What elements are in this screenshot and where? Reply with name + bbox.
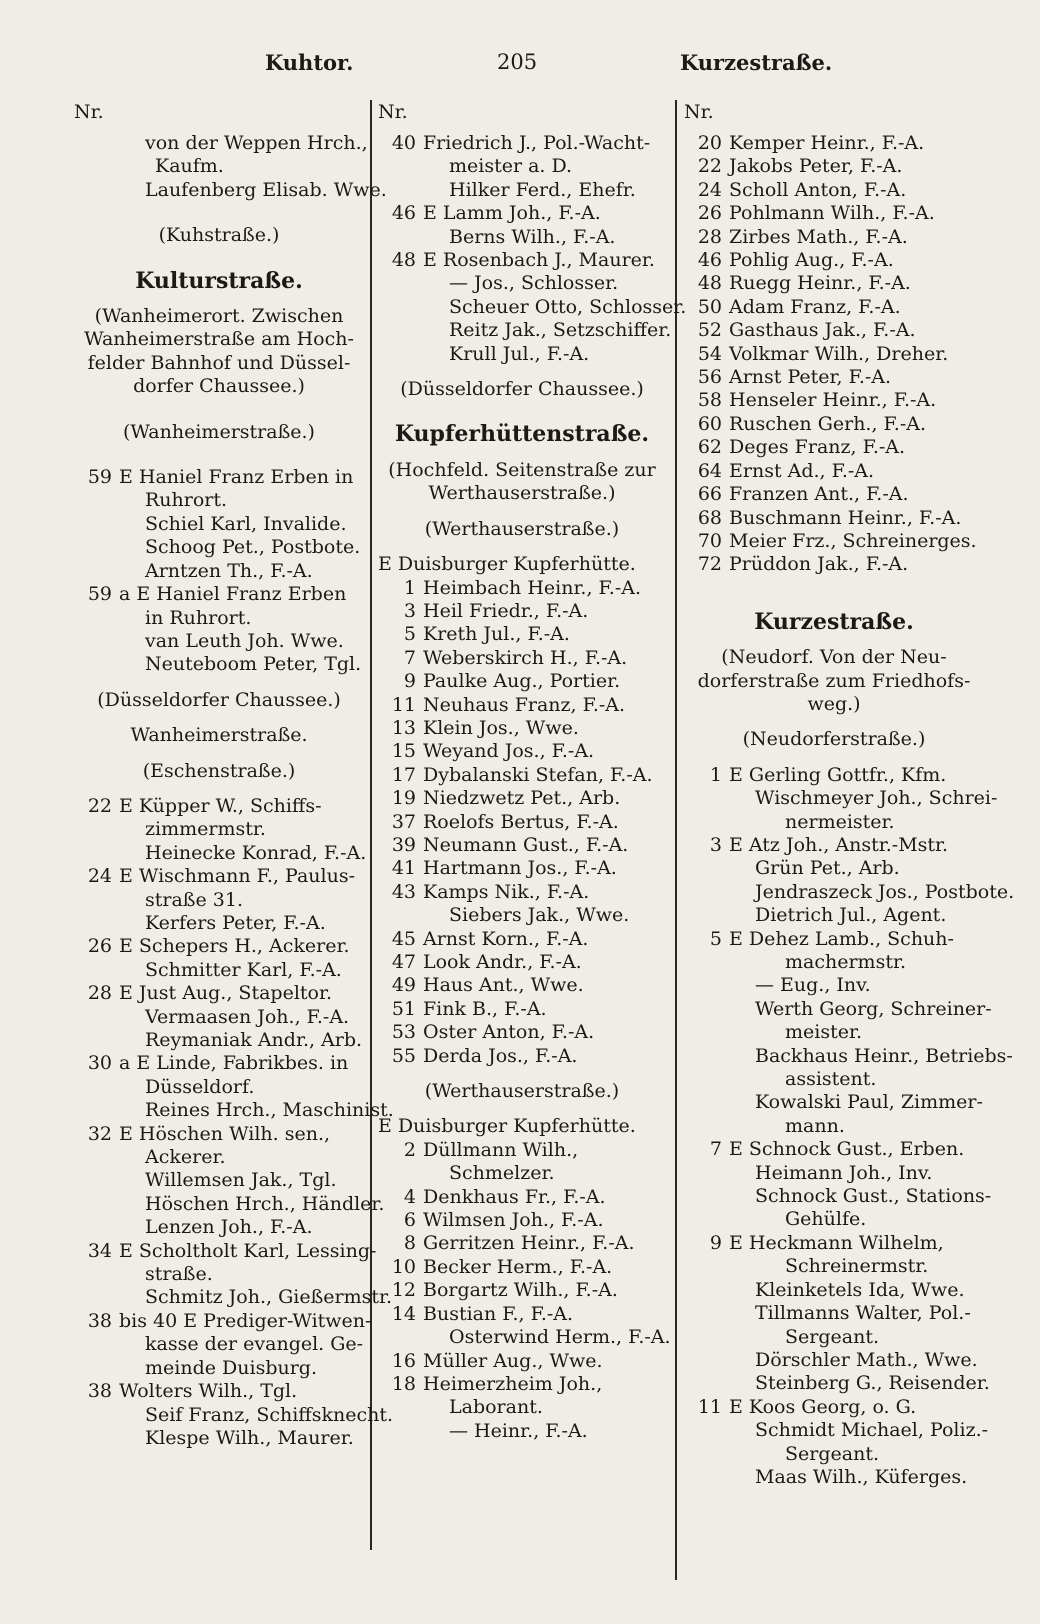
nr-label: Nr.	[74, 101, 104, 123]
entry: 47 Look Andr., F.-A.	[391, 951, 582, 973]
entry: 24 E Wischmann F., Paulus-	[87, 865, 355, 888]
entry: 38 Wolters Wilh., Tgl.	[87, 1380, 298, 1403]
entry: van Leuth Joh. Wwe.	[145, 629, 344, 652]
entry: 1 Heimbach Heinr., F.-A.	[403, 576, 641, 599]
entry: 62 Deges Franz, F.-A.	[697, 436, 906, 459]
cross-street: (Wanheimerstraße.)	[123, 420, 315, 443]
entry: 9 E Heckmann Wilhelm,	[709, 1231, 944, 1254]
entry: 3 E Atz Joh., Anstr.-Mstr.	[709, 833, 949, 856]
cross-street: (Neudorferstraße.)	[742, 728, 926, 751]
entry: 11 Neuhaus Franz, F.-A.	[391, 693, 626, 716]
cross-street: (Düsseldorfer Chaussee.)	[400, 378, 644, 401]
entry: 46 E Lamm Joh., F.-A.	[391, 202, 601, 225]
entry: 5 Kreth Jul., F.-A.	[403, 623, 570, 646]
page-number: 205	[497, 50, 538, 74]
entry: 58 Henseler Heinr., F.-A.	[697, 389, 937, 412]
entry: Gehülfe.	[785, 1208, 867, 1231]
entry: 30 a E Linde, Fabrikbes. in	[87, 1052, 349, 1075]
entry: mann.	[785, 1114, 845, 1137]
entry: von der Weppen Hrch.,	[145, 132, 368, 154]
entry: Reymaniak Andr., Arb.	[145, 1029, 363, 1051]
entry: 60 Ruschen Gerh., F.-A.	[697, 412, 926, 435]
entry: 50 Adam Franz, F.-A.	[697, 295, 901, 318]
cross-street: (Werthauserstraße.)	[424, 1080, 620, 1103]
entry: nermeister.	[785, 810, 895, 833]
entry: 20 Kemper Heinr., F.-A.	[697, 132, 925, 154]
street-description: weg.)	[807, 692, 861, 715]
entry: 13 Klein Jos., Wwe.	[391, 716, 579, 739]
entry: Heimann Joh., Inv.	[755, 1161, 933, 1184]
entry: kasse der evangel. Ge-	[145, 1333, 364, 1356]
entry: Sergeant.	[785, 1325, 879, 1348]
entry: 41 Hartmann Jos., F.-A.	[391, 857, 617, 880]
entry: 66 Franzen Ant., F.-A.	[697, 483, 909, 506]
entry: 51 Fink B., F.-A.	[391, 997, 547, 1020]
entry: Scheuer Otto, Schlosser.	[449, 295, 687, 318]
entry: Seif Franz, Schiffsknecht.	[145, 1403, 394, 1426]
column-1	[74, 100, 394, 1450]
entry: 3 Heil Friedr., F.-A.	[403, 599, 589, 622]
entry: assistent.	[785, 1068, 877, 1091]
entry: machermstr.	[785, 951, 906, 973]
entry: straße 31.	[145, 888, 243, 911]
street-description: (Wanheimerort. Zwischen	[94, 305, 344, 328]
entry: 28 Zirbes Math., F.-A.	[697, 225, 908, 248]
entry: 68 Buschmann Heinr., F.-A.	[697, 506, 962, 529]
entry: Arntzen Th., F.-A.	[145, 559, 313, 582]
entry: E Duisburger Kupferhütte.	[378, 553, 636, 576]
column-2	[378, 100, 687, 1443]
header-left: Kuhtor.	[265, 50, 354, 75]
entry: Tillmanns Walter, Pol.-	[755, 1302, 971, 1325]
entry: Willemsen Jak., Tgl.	[145, 1169, 337, 1192]
cross-street: (Eschenstraße.)	[142, 759, 296, 782]
entry: 5 E Dehez Lamb., Schuh-	[709, 927, 954, 950]
entry: 6 Wilmsen Joh., F.-A.	[403, 1209, 604, 1232]
street-description: Werthauserstraße.)	[428, 482, 616, 505]
entry: 11 E Koos Georg, o. G.	[697, 1395, 917, 1418]
entry: 64 Ernst Ad., F.-A.	[697, 459, 875, 482]
entry: 59 E Haniel Franz Erben in	[87, 466, 354, 489]
entry: Höschen Hrch., Händler.	[145, 1192, 385, 1215]
entry: 38 bis 40 E Prediger-Witwen-	[87, 1309, 372, 1332]
entry: Sergeant.	[785, 1442, 879, 1465]
entry: 12 Borgartz Wilh., F.-A.	[391, 1279, 618, 1302]
entry: Kaufm.	[155, 155, 224, 178]
entry: 37 Roelofs Bertus, F.-A.	[391, 810, 619, 833]
entry: meinde Duisburg.	[145, 1356, 318, 1379]
entry: 18 Heimerzheim Joh.,	[391, 1372, 603, 1395]
entry: Steinberg G., Reisender.	[755, 1372, 990, 1395]
entry: 24 Scholl Anton, F.-A.	[697, 178, 907, 201]
entry: Lenzen Joh., F.-A.	[145, 1216, 313, 1239]
header-right: Kurzestraße.	[680, 50, 833, 75]
entry: 34 E Scholtholt Karl, Lessing-	[87, 1239, 377, 1262]
entry: Schiel Karl, Invalide.	[145, 512, 347, 535]
entry: 26 Pohlmann Wilh., F.-A.	[697, 202, 935, 225]
entry: Kowalski Paul, Zimmer-	[755, 1091, 983, 1114]
entry: Neuteboom Peter, Tgl.	[145, 653, 362, 676]
entry: 59 a E Haniel Franz Erben	[87, 583, 347, 606]
entry: Backhaus Heinr., Betriebs-	[755, 1044, 1013, 1067]
street-description: felder Bahnhof und Düssel-	[87, 351, 351, 374]
entry: 8 Gerritzen Heinr., F.-A.	[403, 1232, 635, 1255]
entry: E Duisburger Kupferhütte.	[378, 1115, 636, 1138]
entry: 39 Neumann Gust., F.-A.	[391, 833, 629, 856]
entry: Kleinketels Ida, Wwe.	[755, 1278, 965, 1301]
entry: 54 Volkmar Wilh., Dreher.	[697, 342, 949, 365]
entry: Berns Wilh., F.-A.	[449, 225, 616, 248]
entry: — Heinr., F.-A.	[449, 1419, 588, 1442]
entry: 70 Meier Frz., Schreinerges.	[697, 529, 977, 552]
entry: Schreinermstr.	[785, 1255, 929, 1278]
entry: 56 Arnst Peter, F.-A.	[697, 366, 892, 389]
entry: 43 Kamps Nik., F.-A.	[391, 880, 590, 903]
entry: Schmelzer.	[449, 1162, 555, 1185]
entry: — Eug., Inv.	[755, 974, 871, 997]
street-heading: Kulturstraße.	[135, 267, 303, 294]
entry: Ruhrort.	[145, 489, 228, 512]
entry: Dietrich Jul., Agent.	[755, 904, 947, 927]
entry: Ackerer.	[145, 1146, 226, 1169]
entry: 17 Dybalanski Stefan, F.-A.	[391, 763, 653, 786]
entry: Werth Georg, Schreiner-	[755, 997, 992, 1020]
entry: in Ruhrort.	[145, 606, 252, 629]
entry: 28 E Just Aug., Stapeltor.	[87, 982, 332, 1005]
entry: Maas Wilh., Küferges.	[755, 1465, 968, 1488]
street-heading: Kupferhüttenstraße.	[394, 421, 650, 448]
entry: Grün Pet., Arb.	[755, 857, 900, 880]
column-divider	[675, 100, 677, 1580]
entry: 10 Becker Herm., F.-A.	[391, 1255, 613, 1278]
entry: Siebers Jak., Wwe.	[449, 904, 630, 927]
entry: Krull Jul., F.-A.	[449, 342, 590, 365]
entry: 4 Denkhaus Fr., F.-A.	[403, 1185, 606, 1208]
entry: meister a. D.	[449, 155, 573, 178]
entry: Düsseldorf.	[145, 1075, 255, 1098]
entry: Schmidt Michael, Poliz.-	[755, 1419, 989, 1442]
entry: 46 Pohlig Aug., F.-A.	[697, 249, 894, 272]
entry: 22 Jakobs Peter, F.-A.	[697, 155, 903, 178]
entry: Schmitz Joh., Gießermstr.	[145, 1286, 393, 1309]
entry: 52 Gasthaus Jak., F.-A.	[697, 319, 916, 342]
street-description: Wanheimerstraße am Hoch-	[84, 328, 354, 351]
street-description: (Neudorf. Von der Neu-	[721, 646, 947, 669]
entry: 22 E Küpper W., Schiffs-	[87, 794, 322, 817]
entry: 16 Müller Aug., Wwe.	[391, 1349, 603, 1372]
entry: 53 Oster Anton, F.-A.	[391, 1021, 595, 1044]
entry: 55 Derda Jos., F.-A.	[391, 1044, 578, 1067]
entry: 15 Weyand Jos., F.-A.	[391, 740, 595, 763]
cross-street: (Kuhstraße.)	[158, 224, 280, 247]
cross-street: (Düsseldorfer Chaussee.)	[97, 688, 341, 711]
entry: Laborant.	[449, 1396, 543, 1419]
entry: Jendraszeck Jos., Postbote.	[755, 880, 1015, 903]
entry: 1 E Gerling Gottfr., Kfm.	[709, 763, 947, 786]
entry: 40 Friedrich J., Pol.-Wacht-	[391, 132, 651, 154]
entry: Laufenberg Elisab. Wwe.	[145, 178, 387, 201]
entry: 48 E Rosenbach J., Maurer.	[391, 249, 655, 272]
entry: 7 E Schnock Gust., Erben.	[709, 1138, 965, 1161]
entry: Kerfers Peter, F.-A.	[145, 911, 326, 934]
entry: Heinecke Konrad, F.-A.	[145, 841, 367, 864]
street-heading: Kurzestraße.	[754, 608, 914, 635]
entry: Klespe Wilh., Maurer.	[145, 1426, 354, 1449]
entry: Dörschler Math., Wwe.	[755, 1348, 978, 1371]
nr-label: Nr.	[684, 101, 714, 123]
entry: Vermaasen Joh., F.-A.	[145, 1005, 350, 1028]
entry: Reines Hrch., Maschinist.	[145, 1099, 394, 1122]
entry: 49 Haus Ant., Wwe.	[391, 974, 584, 997]
entry: 32 E Höschen Wilh. sen.,	[87, 1122, 331, 1145]
entry: straße.	[145, 1263, 213, 1286]
entry: Schoog Pet., Postbote.	[145, 536, 361, 559]
entry: meister.	[785, 1021, 863, 1044]
entry: 9 Paulke Aug., Portier.	[403, 670, 621, 693]
entry: 2 Düllmann Wilh.,	[403, 1138, 579, 1161]
column-3	[684, 100, 1015, 1489]
entry: Reitz Jak., Setzschiffer.	[449, 319, 672, 342]
entry: 45 Arnst Korn., F.-A.	[391, 927, 589, 950]
cross-street: (Werthauserstraße.)	[424, 517, 620, 540]
entry: 26 E Schepers H., Ackerer.	[87, 935, 350, 958]
entry: 19 Niedzwetz Pet., Arb.	[391, 787, 621, 810]
entry: Osterwind Herm., F.-A.	[449, 1326, 671, 1349]
entry: zimmermstr.	[145, 818, 266, 841]
entry: 14 Bustian F., F.-A.	[391, 1302, 574, 1325]
entry: Schmitter Karl, F.-A.	[145, 958, 342, 981]
street-description: dorfer Chaussee.)	[133, 375, 305, 398]
street-heading: Wanheimerstraße.	[130, 724, 308, 747]
entry: — Jos., Schlosser.	[449, 272, 619, 295]
entry: 7 Weberskirch H., F.-A.	[403, 646, 628, 669]
nr-label: Nr.	[378, 101, 408, 123]
entry: Wischmeyer Joh., Schrei-	[755, 787, 998, 810]
entry: Schnock Gust., Stations-	[755, 1185, 992, 1208]
street-description: dorferstraße zum Friedhofs-	[697, 669, 971, 692]
entry: Hilker Ferd., Ehefr.	[449, 178, 636, 201]
entry: 48 Ruegg Heinr., F.-A.	[697, 272, 911, 295]
entry: 72 Prüddon Jak., F.-A.	[697, 553, 909, 576]
street-description: (Hochfeld. Seitenstraße zur	[388, 458, 656, 481]
